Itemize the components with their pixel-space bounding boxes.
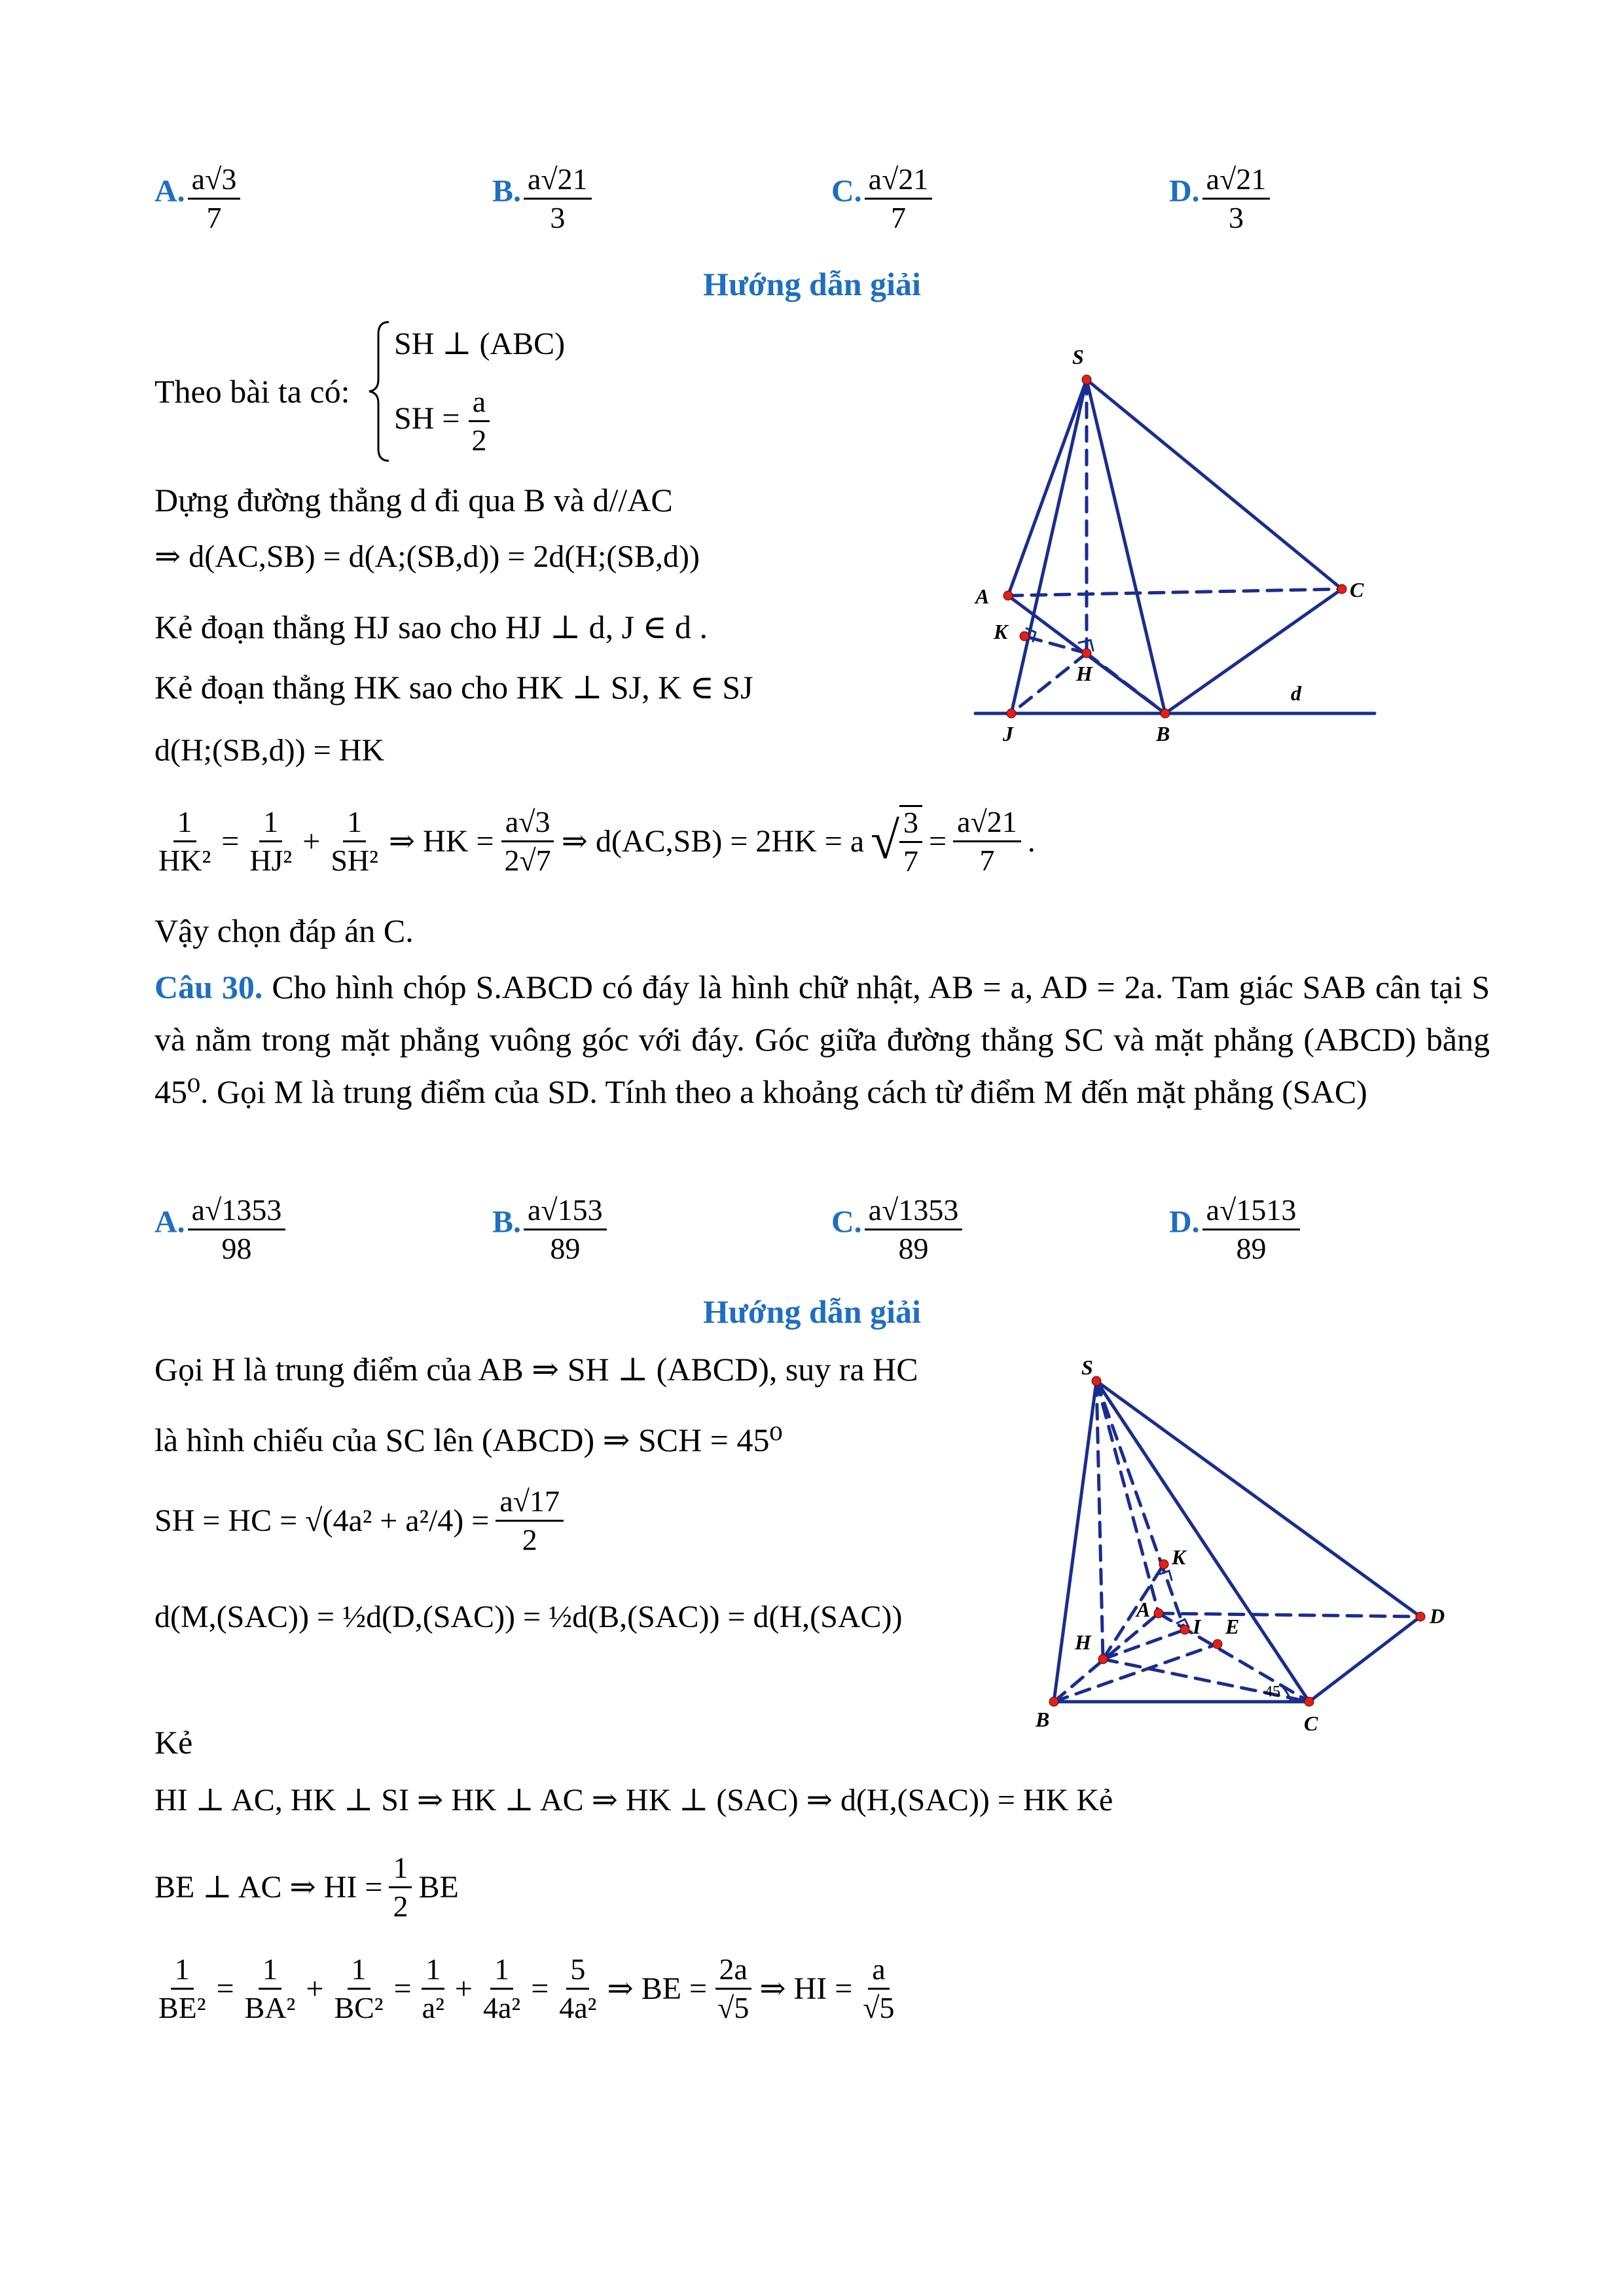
eq-num: 1: [173, 806, 196, 842]
eq-den: BE²: [158, 1991, 206, 2025]
label-s: S: [1081, 1355, 1093, 1379]
point-h: [1082, 649, 1091, 658]
option-numerator: a√21: [1202, 164, 1271, 200]
option-denominator: 3: [1229, 201, 1244, 235]
eq-denominator: 2: [471, 423, 487, 457]
option-denominator: 98: [221, 1232, 252, 1266]
eq-num: 2a: [715, 1954, 751, 1990]
label-a: A: [975, 584, 990, 608]
eq-denominator: 2: [393, 1890, 408, 1924]
option-denominator: 89: [898, 1232, 929, 1266]
system-brace: [367, 319, 393, 463]
q30-line3: [154, 1486, 564, 1556]
option-letter: C.: [831, 1204, 862, 1240]
eq-sign: +: [306, 1971, 324, 2006]
eq-num: 1: [348, 1954, 370, 1990]
label-d: D: [1430, 1604, 1445, 1628]
label-b: B: [1036, 1708, 1050, 1731]
eq-num: 5: [566, 1954, 589, 1990]
q30-line6: HI ⊥ AC, HK ⊥ SI ⇒ HK ⊥ AC ⇒ HK ⊥ (SAC) ⇒ d(H,(SAC)) = HK Kẻ: [154, 1783, 1113, 1818]
eq-den: 2√7: [504, 843, 551, 877]
eq-sign: =: [393, 1971, 412, 2006]
eq-numerator: a: [469, 386, 490, 422]
point-b: [1161, 709, 1170, 718]
point-i: [1180, 1625, 1189, 1634]
point-s: [1082, 375, 1091, 384]
option-denominator: 3: [550, 201, 566, 235]
q29-option-d: [1169, 164, 1270, 234]
label-s: S: [1072, 345, 1084, 368]
label-d: d: [1291, 681, 1301, 705]
option-denominator: 89: [1236, 1232, 1267, 1266]
point-b: [1049, 1697, 1058, 1706]
eq-num: a: [868, 1954, 889, 1990]
option-denominator: 89: [550, 1232, 581, 1266]
option-numerator: a√1353: [865, 1194, 963, 1230]
eq-text: ⇒ BE =: [607, 1971, 708, 2006]
option-numerator: a√1353: [188, 1194, 286, 1230]
eq-den: √5: [863, 1991, 895, 2025]
eq-num: 1: [259, 806, 282, 842]
q29-solution-heading: Hướng dẫn giải: [703, 266, 921, 302]
label-e: E: [1225, 1615, 1240, 1638]
label-c: C: [1350, 578, 1364, 601]
q30-text: Cho hình chóp S.ABCD có đáy là hình chữ nhật, AB = a, AD = 2a. Tam giác SAB cân tại S và nằm trong mặt phẳng vuông góc với đáy. Góc giữa đường thẳng SC và mặt phẳng (ABCD) bằng 45⁰. Gọi M là trung điểm của SD. Tính theo a khoảng cách từ điểm M đến mặt phẳng (SAC): [154, 969, 1490, 1110]
q30-option-a: [154, 1194, 285, 1265]
q29-pyramid-figure: [962, 340, 1388, 759]
eq-text: ⇒ d(AC,SB) = 2HK = a: [561, 823, 865, 859]
point-a: [1003, 591, 1013, 600]
eq-sign: =: [929, 823, 947, 859]
eq-den: 4a²: [482, 1991, 521, 2025]
q29-option-a: [154, 164, 240, 234]
eq-den: 4a²: [559, 1991, 597, 2025]
q30-pyramid-figure: [1021, 1348, 1479, 1741]
label-k: K: [994, 620, 1008, 643]
eq-left: SH = HC = √(4a² + a²/4) =: [154, 1503, 490, 1538]
q29-line4: Kẻ đoạn thẳng HK sao cho HK ⊥ SJ, K ∈ SJ: [154, 669, 753, 706]
q29-line3: Kẻ đoạn thẳng HJ sao cho HJ ⊥ d, J ∈ d .: [154, 609, 708, 645]
q29-intro: Theo bài ta có:: [154, 373, 350, 410]
q29-system-eq1: SH ⊥ (ABC): [394, 327, 566, 361]
eq-left: BE ⊥ AC ⇒ HI =: [154, 1870, 383, 1905]
eq-right: BE: [418, 1870, 459, 1905]
eq-sign: =: [221, 823, 240, 859]
eq-den: HJ²: [249, 843, 293, 877]
q30-final-equation: [154, 1954, 899, 2024]
eq-den: 7: [979, 843, 995, 877]
option-numerator: a√21: [524, 164, 592, 200]
label-angle: 45: [1265, 1683, 1280, 1700]
q30-option-c: [831, 1194, 962, 1265]
q29-option-b: [492, 164, 592, 234]
eq-num: a√21: [953, 806, 1021, 842]
eq-sign: +: [302, 823, 321, 859]
sqrt-fraction: √ $\frac{3}{7}$: [871, 805, 922, 878]
eq-sign: =: [531, 1971, 549, 2006]
q29-line1: Dựng đường thẳng d đi qua B và d//AC: [154, 482, 673, 518]
eq-denominator: 2: [522, 1523, 537, 1557]
eq-num: 1: [171, 1954, 194, 1990]
q30-line5: Kẻ: [154, 1724, 193, 1761]
eq-den: BA²: [244, 1991, 296, 2025]
label-h: H: [1076, 662, 1092, 685]
q30-line7: [154, 1852, 459, 1923]
eq-num: 1: [490, 1954, 513, 1990]
q29-system-eq2: [394, 386, 490, 457]
point-j: [1007, 709, 1016, 718]
point-h: [1098, 1655, 1108, 1664]
q30-line2: là hình chiếu của SC lên (ABCD) ⇒ SCH = 45⁰: [154, 1422, 783, 1458]
eq-den: BC²: [334, 1991, 384, 2025]
point-k: [1020, 632, 1029, 641]
q29-line2: ⇒ d(AC,SB) = d(A;(SB,d)) = 2d(H;(SB,d)): [154, 539, 700, 574]
label-i: I: [1193, 1615, 1201, 1638]
option-denominator: 7: [891, 201, 906, 235]
eq-num: 1: [422, 1954, 444, 1990]
point-a: [1154, 1609, 1163, 1618]
q29-final-equation: [154, 805, 1036, 878]
option-numerator: a√21: [865, 164, 933, 200]
label-a: A: [1136, 1598, 1151, 1621]
option-letter: B.: [492, 173, 522, 209]
eq-den: HK²: [158, 843, 211, 877]
label-h: H: [1075, 1630, 1091, 1654]
eq-den: a²: [422, 1991, 444, 2025]
q30-option-d: [1169, 1194, 1300, 1265]
label-b: B: [1156, 722, 1170, 745]
point-e: [1213, 1640, 1222, 1649]
point-s: [1092, 1376, 1101, 1386]
option-letter: D.: [1169, 1204, 1200, 1240]
eq-num: 1: [343, 806, 366, 842]
q30-option-b: [492, 1194, 607, 1265]
option-letter: D.: [1169, 173, 1200, 209]
point-d: [1416, 1612, 1425, 1621]
eq-sign: .: [1027, 823, 1036, 859]
q30-line1: Gọi H là trung điểm của AB ⇒ SH ⊥ (ABCD), suy ra HC: [154, 1351, 918, 1388]
eq-num: 3: [899, 807, 922, 843]
eq-sign: =: [216, 1971, 234, 2006]
option-letter: A.: [154, 1204, 185, 1240]
eq-text: ⇒ HI =: [759, 1971, 853, 2006]
option-letter: A.: [154, 173, 185, 209]
eq-den: √5: [717, 1991, 749, 2025]
eq-left: SH =: [394, 401, 460, 436]
eq-den: 7: [903, 844, 919, 878]
option-denominator: 7: [206, 201, 222, 235]
option-numerator: a√1513: [1202, 1194, 1301, 1230]
label-k: K: [1172, 1545, 1186, 1569]
point-k: [1159, 1560, 1168, 1569]
q30-statement: [154, 961, 1490, 1118]
point-c: [1337, 584, 1346, 594]
point-c: [1305, 1697, 1314, 1706]
eq-numerator: a√17: [496, 1486, 564, 1522]
eq-den: SH²: [331, 843, 378, 877]
eq-num: a√3: [501, 806, 554, 842]
option-letter: C.: [831, 173, 862, 209]
q30-line4: d(M,(SAC)) = ½d(D,(SAC)) = ½d(B,(SAC)) = d(H,(SAC)): [154, 1600, 903, 1634]
option-numerator: a√3: [188, 164, 241, 200]
q30-solution-heading: Hướng dẫn giải: [703, 1293, 921, 1330]
eq-sign: +: [454, 1971, 473, 2006]
eq-text: ⇒ HK =: [388, 823, 494, 859]
q29-line5: d(H;(SB,d)) = HK: [154, 733, 385, 768]
option-numerator: a√153: [524, 1194, 607, 1230]
eq-numerator: 1: [389, 1852, 412, 1888]
label-c: C: [1304, 1712, 1318, 1735]
q29-option-c: [831, 164, 932, 234]
label-j: J: [1003, 722, 1013, 745]
option-letter: B.: [492, 1204, 522, 1240]
q30-label: Câu 30.: [154, 969, 263, 1005]
eq-num: 1: [259, 1954, 281, 1990]
q29-conclusion: Vậy chọn đáp án C.: [154, 912, 414, 949]
